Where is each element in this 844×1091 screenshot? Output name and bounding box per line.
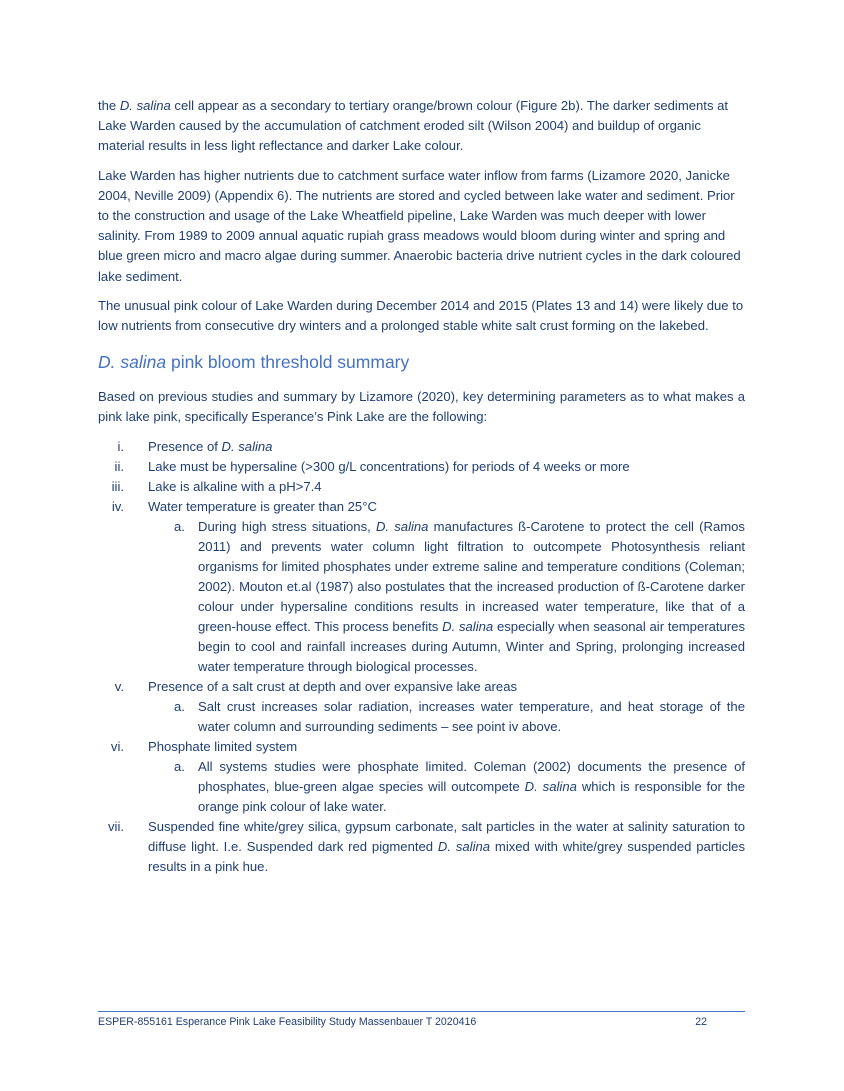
sub-list-item: a. All systems studies were phosphate limited. Coleman (2002) documents the presence of phosphates, blue-green algae species will outcompete D. salina which is responsible for the orange pink colour of lake water. — [174, 758, 745, 814]
list-number: iv. — [111, 498, 124, 514]
list-item: vii. Suspended fine white/grey silica, gypsum carbonate, salt particles in the water at salinity saturation to diffuse light. I.e. Suspended dark red pigmented D. salina mixed with white/grey suspended particles results in a pink hue. — [98, 817, 745, 877]
intro-paragraph: Based on previous studies and summary by Lizamore (2020), key determining parameters as to what makes a pink lake pink, specifically Esperance’s Pink Lake are the following: — [98, 389, 745, 425]
sub-list — [148, 697, 745, 737]
list-number: vi. — [110, 738, 124, 754]
list-number: iii. — [111, 478, 124, 494]
list-item: i. Presence of D. salina — [98, 437, 745, 457]
threshold-list — [98, 437, 745, 877]
species-name: D. salina — [119, 98, 171, 113]
footer-document-id: ESPER-855161 Esperance Pink Lake Feasibility Study Massenbauer T 2020416 — [98, 1016, 477, 1028]
list-number: v. — [114, 678, 124, 694]
page-body — [98, 96, 745, 877]
list-item: ii. Lake must be hypersaline (>300 g/L concentrations) for periods of 4 weeks or more — [98, 457, 745, 477]
paragraph-nutrients: Lake Warden has higher nutrients due to catchment surface water inflow from farms (Lizamore 2020, Janicke 2004, Neville 2009) (Appendix 6). The nutrients are stored and cycled between lake water and sediment. Prior to the construction and usage of the Lake Wheatfield pipeline, Lake Warden was much deeper with lower salinity. From 1989 to 2009 annual aquatic rupiah grass meadows would bloom during winter and spring and blue green micro and macro algae during summer. Anaerobic bacteria drive nutrient cycles in the dark coloured lake sediment. — [98, 167, 741, 284]
sub-list — [148, 757, 745, 817]
paragraph-unusual-pink: The unusual pink colour of Lake Warden during December 2014 and 2015 (Plates 13 and 14) were likely due to low nutrients from consecutive dry winters and a prolonged stable white salt crust forming on the lakebed. — [98, 297, 744, 334]
page-number: 22 — [695, 1016, 707, 1028]
sub-list-item: a. During high stress situations, D. salina manufactures ß-Carotene to protect the cell (Ramos 2011) and prevents water column light filtration to outcompete Photosynthesis reliant organisms for limited phosphates under extreme saline and temperature conditions (Coleman; 2002). Mouton et.al (1987) also postulates that the increased production of ß-Carotene darker colour under hypersaline conditions results in increased water temperature, like that of a green-house effect. This process benefits D. salina especially when seasonal air temperatures begin to cool and rainfall increases during Autumn, Winter and Spring, prolonging increased water temperature through biological processes. — [174, 518, 745, 674]
sub-list-item: a. Salt crust increases solar radiation, increases water temperature, and heat storage of the water column and surrounding sediments – see point iv above. — [174, 698, 745, 734]
list-item: iv. Water temperature is greater than 25°C a. During high stress situations, D. salina manufactures ß-Carotene to protect the cell (Ramos 2011) and prevents water column light filtration to outcompete Photosynthesis reliant organisms for limited phosphates under extreme saline and temperature conditions (Coleman; 2002). Mouton et.al (1987) also postulates that the increased production of ß-Carotene darker colour under hypersaline conditions results in increased water temperature, like that of a green-house effect. This process benefits D. salina especially when seasonal air temperatures begin to cool and rainfall increases during Autumn, Winter and Spring, prolonging increased water temperature through biological processes. — [98, 497, 745, 677]
list-item: iii. Lake is alkaline with a pH>7.4 — [98, 477, 745, 497]
list-item: vi. Phosphate limited system a. All systems studies were phosphate limited. Coleman (2002) documents the presence of phosphates, blue-green algae species will outcompete D. salina which is responsible for the orange pink colour of lake water. — [98, 737, 745, 817]
paragraph-sediment-colour: the D. salina cell appear as a secondary to tertiary orange/brown colour (Figure 2b). The darker sediments at Lake Warden caused by the accumulation of catchment eroded silt (Wilson 2004) and buildup of organic material results in less light reflectance and darker Lake colour. — [98, 98, 729, 154]
list-item: v. Presence of a salt crust at depth and over expansive lake areas a. Salt crust increases solar radiation, increases water temperature, and heat storage of the water column and surrounding sediments – see point iv above. — [98, 677, 745, 737]
sub-list — [148, 517, 745, 677]
section-heading: D. salina pink bloom threshold summary — [98, 352, 410, 373]
heading-species: D. salina — [98, 352, 167, 373]
page-footer — [98, 1011, 745, 1029]
list-number: ii. — [114, 458, 124, 474]
list-number: vii. — [107, 818, 124, 834]
list-number: i. — [117, 438, 124, 454]
